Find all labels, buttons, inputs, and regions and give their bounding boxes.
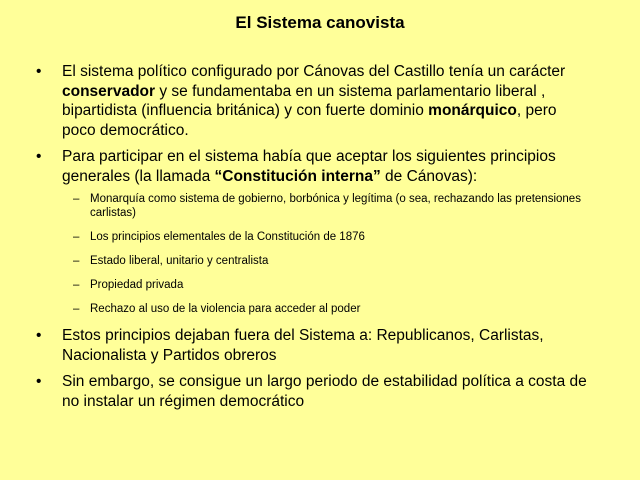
sub-item xyxy=(62,278,592,292)
text-run: Para participar en el sistema había que aceptar los siguientes principios generales (la llamada xyxy=(62,148,556,185)
bullet-marker: • xyxy=(36,373,42,390)
text-run: de Cánovas): xyxy=(380,167,478,185)
bullet-text xyxy=(62,373,587,410)
bold-phrase: conservador xyxy=(62,82,156,100)
sub-item-text: Estado liberal, unitario y centralista xyxy=(90,255,269,267)
sub-item xyxy=(62,302,592,316)
bold-phrase: monárquico xyxy=(428,102,517,119)
bullet-text xyxy=(62,327,544,364)
sub-item-text: Propiedad privada xyxy=(90,279,184,291)
bullet-marker: • xyxy=(36,148,42,165)
sub-item-text: Los principios elementales de la Constitución de 1876 xyxy=(90,231,365,243)
sub-marker: – xyxy=(73,193,80,205)
bullet-marker: • xyxy=(36,327,42,344)
sub-marker: – xyxy=(73,279,80,291)
sub-item xyxy=(62,254,592,268)
bullet-text xyxy=(62,63,565,139)
bullet-item xyxy=(36,372,592,411)
bullet-text xyxy=(62,148,556,185)
slide-title: El Sistema canovista xyxy=(235,13,405,32)
sub-list xyxy=(62,192,592,316)
sub-item xyxy=(62,230,592,244)
sub-item-text: Monarquía como sistema de gobierno, borbónica y legítima (o sea, rechazando las pretensiones carlistas) xyxy=(90,193,581,219)
text-run: Estos principios dejaban fuera del Sistema a: Republicanos, Carlistas, Nacionalista y Partidos obreros xyxy=(62,327,544,364)
bullet-item xyxy=(36,147,592,316)
bullet-item xyxy=(36,326,592,365)
sub-marker: – xyxy=(73,303,80,315)
sub-marker: – xyxy=(73,231,80,243)
text-run: El sistema político configurado por Cánovas del Castillo tenía un carácter xyxy=(62,63,566,80)
text-run: Sin embargo, se consigue un largo periodo de estabilidad política a costa de no instalar un régimen democrático xyxy=(62,373,587,410)
text-run: , pero poco democrático. xyxy=(62,102,557,139)
text-run: y se fundamentaba en un sistema parlamentario liberal , bipartidista (influencia británica) y con fuerte dominio xyxy=(62,82,546,119)
sub-item-text: Rechazo al uso de la violencia para acceder al poder xyxy=(90,303,361,315)
bullet-item xyxy=(36,62,592,140)
bullet-list xyxy=(36,62,592,418)
sub-marker: – xyxy=(73,255,80,267)
sub-item xyxy=(62,192,592,220)
bullet-marker: • xyxy=(36,63,42,80)
bold-phrase: “Constitución interna” xyxy=(214,167,381,185)
